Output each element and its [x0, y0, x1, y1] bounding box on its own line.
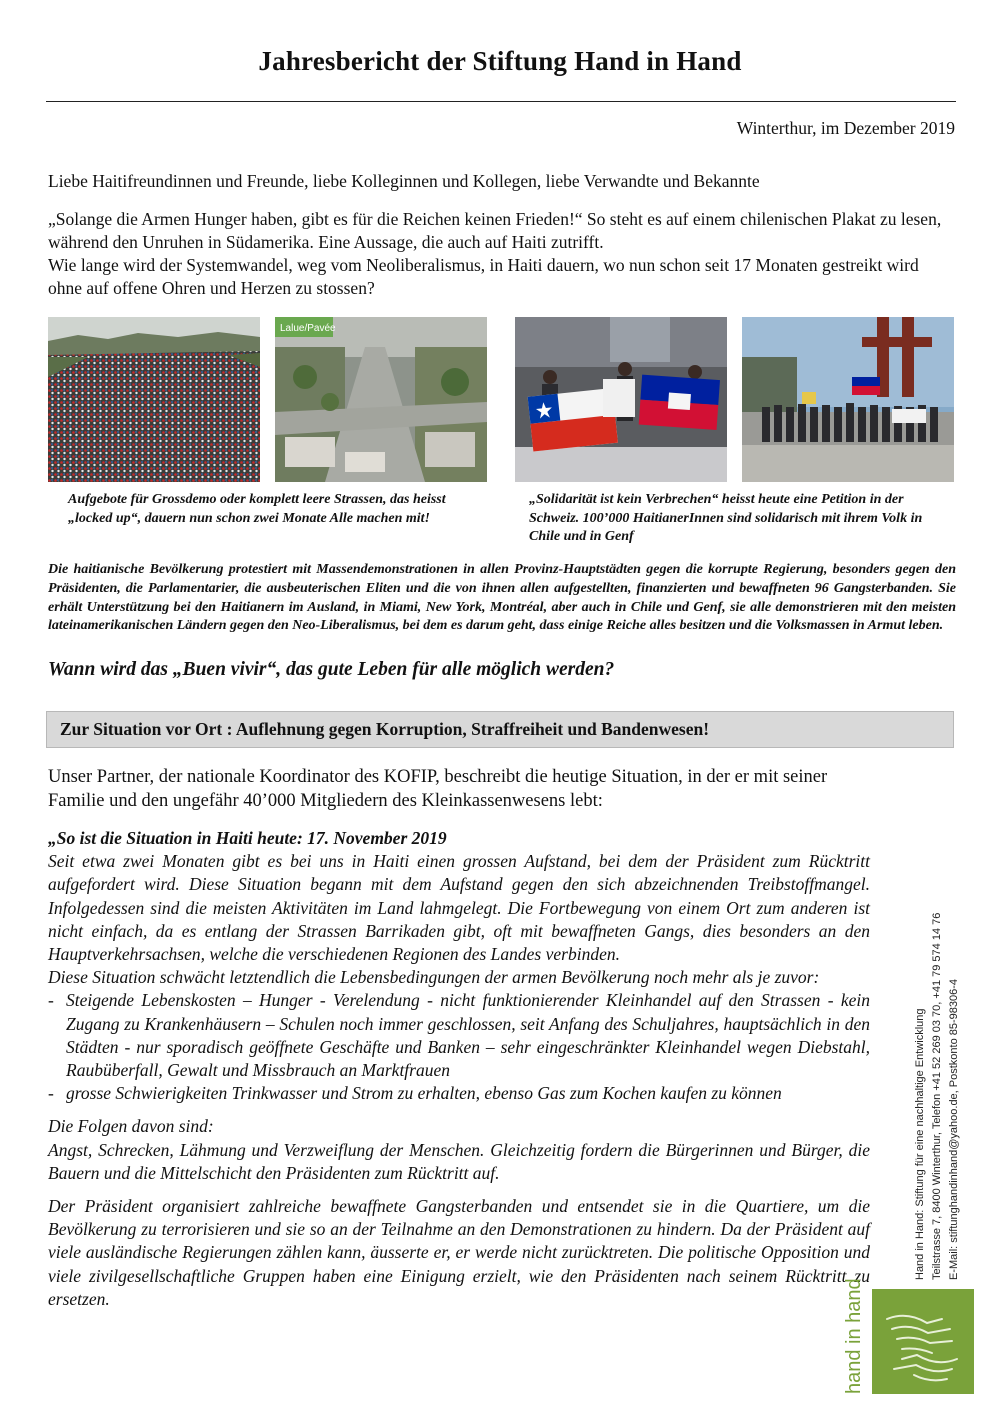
- caption-left: Aufgebote für Grossdemo oder komplett leere Strassen, das heisst „locked up“, dauern nun schon zwei Monate Alle machen mit!: [68, 492, 446, 526]
- quote-title: „So ist die Situation in Haiti heute: 17. November 2019: [48, 828, 447, 848]
- bullet-marker: -: [48, 1083, 54, 1104]
- photo-flags-solidarity: [515, 317, 727, 482]
- consequences-label: Die Folgen davon sind:: [48, 1116, 214, 1137]
- list-item: - Steigende Lebenskosten – Hunger - Verelendung - nicht funktionierender Kleinhandel auf den Strassen - kein Zugang zu Krankenhäusern – Schulen noch immer geschlossen, seit Anfang des Schuljahres, hauptsächlich in den Städten - nur sporadisch geöffnete Geschäfte und Banken – sehr eingeschränkter Kleinhandel wegen Diebstahl, Raubüberfall, Gewalt und Missbrauch an Marktfrauen: [48, 990, 870, 1081]
- greeting: Liebe Haitifreundinnen und Freunde, liebe Kolleginnen und Kollegen, liebe Verwandte und Bekannte: [48, 171, 760, 191]
- hardship-list: [48, 989, 870, 1105]
- consequences-text: Angst, Schrecken, Lähmung und Verzweiflung der Menschen. Gleichzeitig fordern die Bürgerinnen und Bürger, die Bauern und die Mittelschicht den Präsidenten zum Rücktritt auf.: [48, 1139, 870, 1183]
- dateline: Winterthur, im Dezember 2019: [736, 118, 955, 138]
- foundation-address: Teilstrasse 7, 8400 Winterthur, Telefon +41 52 269 03 70, +41 79 574 14 76: [931, 912, 943, 1280]
- intro: [48, 208, 956, 300]
- intro-paragraph-1: „Solange die Armen Hunger haben, gibt es für die Reichen keinen Frieden!“ So steht es auf einem chilenischen Plakat zu lesen, während den Unruhen in Südamerika. Eine Aussage, die auch auf Haiti zutrifft.: [48, 209, 942, 252]
- quote-paragraph-1: Seit etwa zwei Monaten gibt es bei uns in Haiti einen grossen Aufstand, bei dem der Präsident zum Rücktritt aufgefordert wird. Diese Situation begann mit dem Aufstand gegen den sich abzeichnenden Treibstoffmangel. Infolgedessen sind die meisten Aktivitäten im Land lahmgelegt. Die Fortbewegung von einem Ort zum anderen ist nicht einfach, da es entlang der Strassen Barrikaden gibt, oft mit bewaffneten Gangs, dies besonders an den Hauptverkehrsachsen, welche die verschiedenen Regionen des Landes verbinden.: [48, 851, 870, 965]
- contact-sidebar: [912, 800, 972, 1280]
- photo-geneva-demonstration: [742, 317, 954, 482]
- logo-wordmark: hand in hand: [843, 1278, 865, 1394]
- summary-paragraph: Die haitianische Bevölkerung protestiert mit Massendemonstrationen in allen Provinz-Hauptstädten gegen die korrupte Regierung, besonders gegen den Präsidenten, die Parlamentarier, die ausbeuterischen Eliten und die von ihnen allen aufgestellten, finanzierten und bewaffneten 96 Gangsterbanden. Sie erhält Unterstützung bei den Haitianern im Ausland, in Miami, New York, Montréal, aber auch in Chile und Genf, sie alle demonstrieren mit den meisten lateinamerikanischen Ländern gegen den Neo-Liberalismus, bei dem es darum geht, dass einige Reiche alles besitzen und die Volksmassen in Armut leben.: [48, 562, 956, 634]
- caption-right: „Solidarität ist kein Verbrechen“ heisst heute eine Petition in der Schweiz. 100’000 HaitianerInnen sind solidarisch mit ihrem Volk in Chile und in Genf: [529, 492, 923, 544]
- foundation-contact: E-Mail: stiftunghandinhand@yahoo.de, Postkonto 85-98306-4: [948, 978, 960, 1280]
- list-item: - grosse Schwierigkeiten Trinkwasser und Strom zu erhalten, ebenso Gas zum Kochen kaufen zu können: [48, 1082, 870, 1105]
- quote-paragraph-3: Der Präsident organisiert zahlreiche bewaffnete Gangsterbanden und entsendet sie in die Quartiere, um die Bevölkerung zu terrorisieren und sie so an der Teilnahme an den Demonstrationen zu hindern. Da der Präsident auf viele ausländische Regierungen zählen kann, äusserte er, er werde nicht zurücktreten. Die politische Opposition und viele zivilgesellschaftliche Gruppen haben eine Einigung erzielt, wie den Präsidenten nach seinem Rücktritt zu ersetzen.: [48, 1196, 870, 1309]
- document-title: Jahresbericht der Stiftung Hand in Hand: [258, 46, 742, 76]
- headline-question: Wann wird das „Buen vivir“, das gute Leben für alle möglich werden?: [48, 659, 615, 680]
- section-title: Zur Situation vor Ort : Auflehnung gegen Korruption, Straffreiheit und Bandenwesen!: [60, 719, 710, 739]
- title-rule: [46, 101, 956, 102]
- photo-location-label: Lalue/Pavée: [280, 323, 336, 334]
- photo-empty-streets: [275, 317, 487, 482]
- quote-paragraph-2: Diese Situation schwächt letztendlich die Lebensbedingungen der armen Bevölkerung noch mehr als je zuvor:: [48, 967, 820, 988]
- hand-logo-icon: [872, 1289, 974, 1394]
- partner-quote: [48, 827, 870, 1311]
- bullet-marker: -: [48, 990, 54, 1011]
- foundation-name: Hand in Hand: Stiftung für eine nachhaltige Entwicklung: [914, 1008, 926, 1280]
- photo-mass-demonstration: [48, 317, 260, 482]
- intro-paragraph-2: Wie lange wird der Systemwandel, weg vom Neoliberalismus, in Haiti dauern, wo nun schon seit 17 Monaten gestreikt wird ohne auf offene Ohren und Herzen zu stossen?: [48, 255, 919, 298]
- partner-intro: Unser Partner, der nationale Koordinator des KOFIP, beschreibt die heutige Situation, in der er mit seiner Familie und den ungefähr 40’000 Mitgliedern des Kleinkassenwesens lebt:: [48, 767, 828, 811]
